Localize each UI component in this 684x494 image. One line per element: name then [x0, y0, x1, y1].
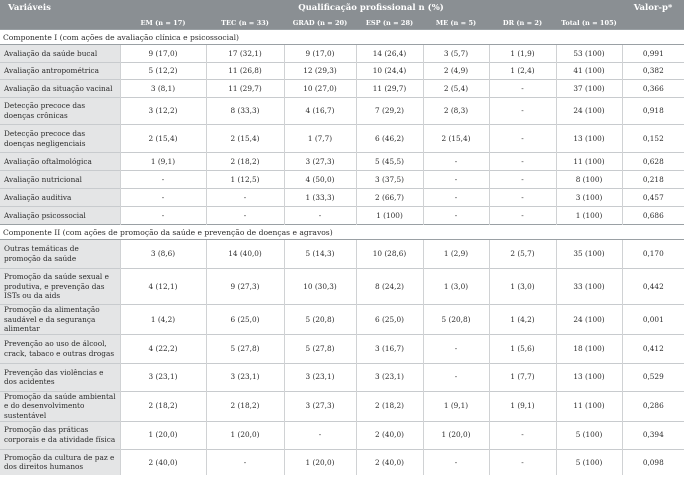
- table-cell: 1 (7,7): [284, 125, 356, 153]
- table-cell: 3 (37,5): [356, 171, 423, 189]
- header-valor-p: Valor-p*: [622, 0, 684, 30]
- p-value-cell: 0,686: [622, 207, 684, 225]
- row-label: Promoção da saúde sexual e produtiva, e prevenção das ISTs ou da aids: [0, 269, 120, 305]
- table-row: [0, 207, 684, 225]
- row-label: Detecção precoce das doenças negligenciais: [0, 125, 120, 153]
- table-cell: 17 (32,1): [206, 45, 284, 63]
- table-cell: 14 (26,4): [356, 45, 423, 63]
- p-value-cell: 0,628: [622, 153, 684, 171]
- col-header: Total (n = 105): [556, 16, 622, 30]
- table-cell: 2 (18,2): [356, 391, 423, 421]
- table-cell: -: [120, 189, 206, 207]
- table-cell: 2 (15,4): [206, 125, 284, 153]
- table-row: [0, 449, 684, 475]
- table-cell: 1 (20,0): [284, 449, 356, 475]
- table-cell: 10 (30,3): [284, 269, 356, 305]
- table-cell: -: [489, 449, 556, 475]
- table-body: [0, 30, 684, 476]
- table-cell: 2 (40,0): [120, 449, 206, 475]
- table-row: [0, 421, 684, 449]
- table-cell: -: [284, 421, 356, 449]
- table-cell: 13 (100): [556, 125, 622, 153]
- table-cell: 3 (23,1): [120, 363, 206, 391]
- table-cell: -: [206, 207, 284, 225]
- table-cell: 11 (29,7): [356, 80, 423, 98]
- table-cell: 3 (8,1): [120, 80, 206, 98]
- table-cell: 24 (100): [556, 305, 622, 335]
- table-cell: 8 (33,3): [206, 98, 284, 125]
- table-cell: 6 (46,2): [356, 125, 423, 153]
- row-label: Avaliação antropométrica: [0, 63, 120, 80]
- table-cell: 1 (3,0): [489, 269, 556, 305]
- table-cell: 9 (27,3): [206, 269, 284, 305]
- table-cell: 2 (15,4): [423, 125, 489, 153]
- table-cell: 3 (23,1): [284, 363, 356, 391]
- table-cell: 3 (8,6): [120, 240, 206, 269]
- table-row: [0, 269, 684, 305]
- table-cell: 6 (25,0): [356, 305, 423, 335]
- table-cell: 5 (45,5): [356, 153, 423, 171]
- table-row: [0, 80, 684, 98]
- table-cell: 1 (100): [356, 207, 423, 225]
- table-cell: 2 (5,4): [423, 80, 489, 98]
- table-cell: 8 (24,2): [356, 269, 423, 305]
- table-cell: 1 (20,0): [423, 421, 489, 449]
- p-value-cell: 0,286: [622, 391, 684, 421]
- row-label: Detecção precoce das doenças crônicas: [0, 98, 120, 125]
- table-cell: 37 (100): [556, 80, 622, 98]
- table-cell: 35 (100): [556, 240, 622, 269]
- p-value-cell: 0,152: [622, 125, 684, 153]
- table-cell: 4 (16,7): [284, 98, 356, 125]
- row-label: Avaliação auditiva: [0, 189, 120, 207]
- table-cell: -: [206, 189, 284, 207]
- table-cell: 10 (24,4): [356, 63, 423, 80]
- table-cell: 1 (9,1): [489, 391, 556, 421]
- table-cell: -: [489, 207, 556, 225]
- table-cell: 4 (12,1): [120, 269, 206, 305]
- table-cell: -: [423, 363, 489, 391]
- table-cell: 10 (27,0): [284, 80, 356, 98]
- table-cell: -: [489, 189, 556, 207]
- table-cell: 2 (18,2): [206, 391, 284, 421]
- table-cell: 5 (100): [556, 449, 622, 475]
- table-cell: -: [489, 80, 556, 98]
- table-cell: 3 (16,7): [356, 334, 423, 363]
- table-cell: 33 (100): [556, 269, 622, 305]
- table-cell: -: [120, 207, 206, 225]
- table-cell: 9 (17,0): [120, 45, 206, 63]
- table-row: [0, 171, 684, 189]
- p-value-cell: 0,098: [622, 449, 684, 475]
- table-cell: 2 (40,0): [356, 421, 423, 449]
- table-cell: 53 (100): [556, 45, 622, 63]
- table-cell: 41 (100): [556, 63, 622, 80]
- table-cell: 1 (20,0): [206, 421, 284, 449]
- table-cell: 1 (12,5): [206, 171, 284, 189]
- table-cell: 10 (28,6): [356, 240, 423, 269]
- row-label: Avaliação da saúde bucal: [0, 45, 120, 63]
- table-cell: -: [206, 449, 284, 475]
- table-cell: 12 (29,3): [284, 63, 356, 80]
- row-label: Outras temáticas de promoção da saúde: [0, 240, 120, 269]
- p-value-cell: 0,412: [622, 334, 684, 363]
- table-cell: 1 (2,9): [423, 240, 489, 269]
- table-cell: -: [489, 125, 556, 153]
- table-cell: 4 (22,2): [120, 334, 206, 363]
- table-cell: 3 (23,1): [356, 363, 423, 391]
- table-cell: 2 (18,2): [206, 153, 284, 171]
- table-cell: 2 (66,7): [356, 189, 423, 207]
- p-value-cell: 0,918: [622, 98, 684, 125]
- row-label: Promoção das práticas corporais e da atividade física: [0, 421, 120, 449]
- table-cell: 3 (27,3): [284, 153, 356, 171]
- table-row: [0, 305, 684, 335]
- table-cell: 14 (40,0): [206, 240, 284, 269]
- table-cell: 13 (100): [556, 363, 622, 391]
- table-cell: 5 (100): [556, 421, 622, 449]
- p-value-cell: 0,170: [622, 240, 684, 269]
- row-label: Prevenção das violências e dos acidentes: [0, 363, 120, 391]
- table-cell: 1 (100): [556, 207, 622, 225]
- table-row: [0, 45, 684, 63]
- section-title: Componente I (com ações de avaliação clínica e psicossocial): [0, 30, 684, 45]
- col-header: GRAD (n = 20): [284, 16, 356, 30]
- table-cell: 1 (5,6): [489, 334, 556, 363]
- p-value-cell: 0,001: [622, 305, 684, 335]
- p-value-cell: 0,991: [622, 45, 684, 63]
- table-cell: 5 (27,8): [284, 334, 356, 363]
- col-header: DR (n = 2): [489, 16, 556, 30]
- table-cell: 11 (29,7): [206, 80, 284, 98]
- section-header: [0, 225, 684, 240]
- table-cell: -: [120, 171, 206, 189]
- table-cell: 8 (100): [556, 171, 622, 189]
- table-cell: 3 (23,1): [206, 363, 284, 391]
- table-cell: 3 (12,2): [120, 98, 206, 125]
- row-label: Avaliação oftalmológica: [0, 153, 120, 171]
- table-cell: -: [423, 334, 489, 363]
- table-cell: 1 (9,1): [423, 391, 489, 421]
- table-row: [0, 98, 684, 125]
- table-cell: 7 (29,2): [356, 98, 423, 125]
- p-value-cell: 0,442: [622, 269, 684, 305]
- table-row: [0, 363, 684, 391]
- table-cell: 3 (100): [556, 189, 622, 207]
- table-row: [0, 334, 684, 363]
- table-cell: 5 (20,8): [284, 305, 356, 335]
- table-cell: 24 (100): [556, 98, 622, 125]
- table-cell: -: [423, 449, 489, 475]
- table-cell: 6 (25,0): [206, 305, 284, 335]
- table-cell: 1 (33,3): [284, 189, 356, 207]
- table-cell: 2 (15,4): [120, 125, 206, 153]
- header-group-title: Qualificação profissional n (%): [120, 0, 622, 16]
- p-value-cell: 0,394: [622, 421, 684, 449]
- table-cell: 11 (26,8): [206, 63, 284, 80]
- col-header: ESP (n = 28): [356, 16, 423, 30]
- table-cell: 2 (18,2): [120, 391, 206, 421]
- table-cell: 1 (3,0): [423, 269, 489, 305]
- table-cell: 9 (17,0): [284, 45, 356, 63]
- table-cell: 5 (27,8): [206, 334, 284, 363]
- table-cell: -: [423, 171, 489, 189]
- table-cell: 1 (2,4): [489, 63, 556, 80]
- row-label: Promoção da alimentação saudável e da segurança alimentar: [0, 305, 120, 335]
- table-cell: 5 (12,2): [120, 63, 206, 80]
- p-value-cell: 0,529: [622, 363, 684, 391]
- table-cell: -: [423, 189, 489, 207]
- table-cell: -: [489, 153, 556, 171]
- table-cell: 1 (4,2): [120, 305, 206, 335]
- table-cell: 5 (20,8): [423, 305, 489, 335]
- table-cell: 2 (40,0): [356, 449, 423, 475]
- table-cell: 11 (100): [556, 391, 622, 421]
- table-row: [0, 189, 684, 207]
- table-cell: -: [489, 98, 556, 125]
- table-cell: -: [423, 153, 489, 171]
- col-header: EM (n = 17): [120, 16, 206, 30]
- table-cell: 11 (100): [556, 153, 622, 171]
- table-row: [0, 240, 684, 269]
- table-cell: 2 (4,9): [423, 63, 489, 80]
- header-variaveis: Variáveis: [0, 0, 120, 30]
- table-cell: 1 (4,2): [489, 305, 556, 335]
- table-cell: -: [284, 207, 356, 225]
- table-cell: 1 (20,0): [120, 421, 206, 449]
- section-header: [0, 30, 684, 45]
- table-cell: -: [489, 171, 556, 189]
- table-row: [0, 153, 684, 171]
- p-value-cell: 0,457: [622, 189, 684, 207]
- table-row: [0, 63, 684, 80]
- col-header: TEC (n = 33): [206, 16, 284, 30]
- p-value-cell: 0,366: [622, 80, 684, 98]
- table-cell: 4 (50,0): [284, 171, 356, 189]
- row-label: Avaliação nutricional: [0, 171, 120, 189]
- table-cell: 2 (8,3): [423, 98, 489, 125]
- row-label: Promoção da saúde ambiental e do desenvolvimento sustentável: [0, 391, 120, 421]
- table-cell: 18 (100): [556, 334, 622, 363]
- table-cell: 5 (14,3): [284, 240, 356, 269]
- table-cell: -: [489, 421, 556, 449]
- table-cell: 3 (5,7): [423, 45, 489, 63]
- row-label: Prevenção ao uso de álcool, crack, tabaco e outras drogas: [0, 334, 120, 363]
- col-header: ME (n = 5): [423, 16, 489, 30]
- row-label: Avaliação psicossocial: [0, 207, 120, 225]
- table-cell: -: [423, 207, 489, 225]
- p-value-cell: 0,382: [622, 63, 684, 80]
- table-row: [0, 125, 684, 153]
- table-cell: 3 (27,3): [284, 391, 356, 421]
- table-cell: 1 (7,7): [489, 363, 556, 391]
- row-label: Avaliação da situação vacinal: [0, 80, 120, 98]
- table-cell: 1 (9,1): [120, 153, 206, 171]
- p-value-cell: 0,218: [622, 171, 684, 189]
- section-title: Componente II (com ações de promoção da saúde e prevenção de doenças e agravos): [0, 225, 684, 240]
- row-label: Promoção da cultura de paz e dos direitos humanos: [0, 449, 120, 475]
- table-cell: 1 (1,9): [489, 45, 556, 63]
- table-row: [0, 391, 684, 421]
- table-cell: 2 (5,7): [489, 240, 556, 269]
